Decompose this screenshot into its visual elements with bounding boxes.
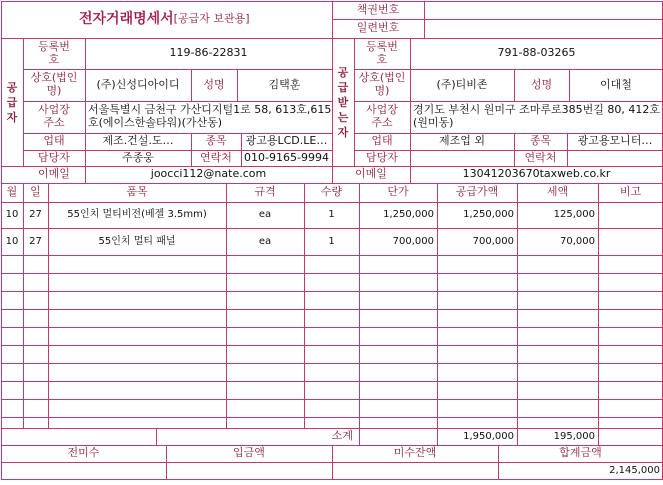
item-name: 55인치 멀티비전(베젤 3.5mm) [67,209,207,221]
item-month: 10 [5,235,19,247]
receiver-business-type: 제조업 외 [438,134,485,148]
receiver-contact-label: 연락처 [524,150,557,164]
subtotal-label: 소계 [331,429,353,443]
col-qty: 수량 [320,185,343,199]
col-supply-amount: 공급가액 [455,185,499,199]
item-day: 27 [29,235,42,247]
item-tax: 125,000 [553,209,595,221]
receiver-address-label: 사업장주소 [366,103,398,129]
document-title [1,1,332,38]
receiver-reg-no: 791-88-03265 [497,46,576,60]
supplier-side-char: 공 [6,80,18,94]
balance-value [332,462,498,480]
item-spec: ea [258,235,272,247]
document-subtitle: [공급자 보관용] [173,12,250,26]
item-qty: 1 [328,209,335,221]
supplier-contact: 010-9165-9994 [244,150,329,164]
receiver-manager-label: 담당자 [366,150,398,164]
receiver-email: 13041203670taxweb.co.kr [462,167,611,181]
receiver-side-char: 받 [337,95,349,109]
supplier-business-type: 제조.건설.도… [102,134,174,148]
supplier-reg-no-label: 등록번호 [38,39,70,66]
item-name: 55인치 멀티 패널 [98,235,176,247]
supplier-ceo: 김택훈 [268,77,301,91]
receiver-side-label [332,38,354,166]
receiver-email-label: 이메일 [355,167,387,181]
receiver-reg-no-label: 등록번호 [366,39,398,66]
item-qty: 1 [328,235,335,247]
receiver-side-char: 공 [337,65,349,79]
item-note [598,202,663,228]
supplier-contact-label: 연락처 [200,150,232,164]
receiver-business-type-label: 업태 [371,134,393,148]
supplier-manager: 주종웅 [122,150,154,164]
balance-label: 미수잔액 [393,446,437,460]
col-spec: 규격 [254,185,276,199]
item-supply-amount: 1,250,000 [463,209,514,221]
receiver-ceo: 이대철 [600,77,632,91]
serial-no-label: 일련번호 [356,21,400,35]
item-unit-price: 1,250,000 [383,209,434,221]
supplier-address: 서울특별시 금천구 가산디지털1로 58, 613호,615호(에이스한솔타워)(가산동) [88,103,332,129]
subtotal-supply-amount: 1,950,000 [463,430,514,442]
unpaid-value [1,462,166,480]
item-month: 10 [5,209,19,221]
col-note: 비고 [619,185,642,199]
col-unit-price: 단가 [387,185,409,199]
item-spec: ea [258,209,272,221]
supplier-reg-no: 119-86-22831 [169,46,248,60]
supplier-business-item-label: 종목 [205,134,227,148]
book-no-label: 책권번호 [356,2,400,16]
col-day: 일 [30,185,41,199]
supplier-email: joocci112@nate.com [150,167,267,181]
supplier-side-label [1,38,23,166]
supplier-business-item: 광고용LCD.LE… [245,134,328,148]
supplier-side-char: 급 [6,95,18,109]
receiver-company-label: 상호(법인명) [358,71,406,97]
receiver-company: (주)티비존 [436,77,488,91]
supplier-company: (주)신성디아이디 [96,77,180,91]
supplier-email-label: 이메일 [38,167,70,181]
receiver-contact [567,150,663,166]
receiver-side-char: 는 [337,110,349,124]
transaction-statement [1,1,662,482]
item-unit-price: 700,000 [392,235,434,247]
received-value [166,462,332,480]
supplier-ceo-label: 성명 [203,77,225,91]
receiver-business-item: 광고용모니터… [577,134,653,148]
item-tax: 70,000 [560,235,595,247]
item-supply-amount: 700,000 [472,235,514,247]
document-title-text: 전자거래명세서 [79,11,174,28]
receiver-manager [410,150,514,166]
item-note [598,228,663,255]
total-label: 합계금액 [559,446,602,460]
total-value: 2,145,000 [609,465,660,477]
supplier-address-label: 사업장주소 [38,103,70,129]
received-label: 입금액 [233,446,265,460]
receiver-side-char: 자 [337,125,349,139]
col-tax: 세액 [546,185,569,199]
col-name: 품목 [126,185,148,199]
receiver-side-char: 급 [337,80,349,94]
subtotal-tax: 195,000 [553,430,595,442]
receiver-address: 경기도 부천시 원미구 조마루로385번길 80, 412호 (원미동) [413,103,660,129]
item-day: 27 [29,209,42,221]
supplier-side-char: 자 [6,110,18,124]
supplier-company-label: 상호(법인명) [30,71,78,97]
receiver-business-item-label: 종목 [529,134,552,148]
col-month: 월 [6,185,18,199]
receiver-ceo-label: 성명 [530,77,553,91]
supplier-business-type-label: 업태 [43,134,65,148]
serial-no-value [424,19,663,38]
supplier-manager-label: 담당자 [38,150,70,164]
unpaid-label: 전미수 [67,446,100,460]
book-no-value [424,1,663,19]
